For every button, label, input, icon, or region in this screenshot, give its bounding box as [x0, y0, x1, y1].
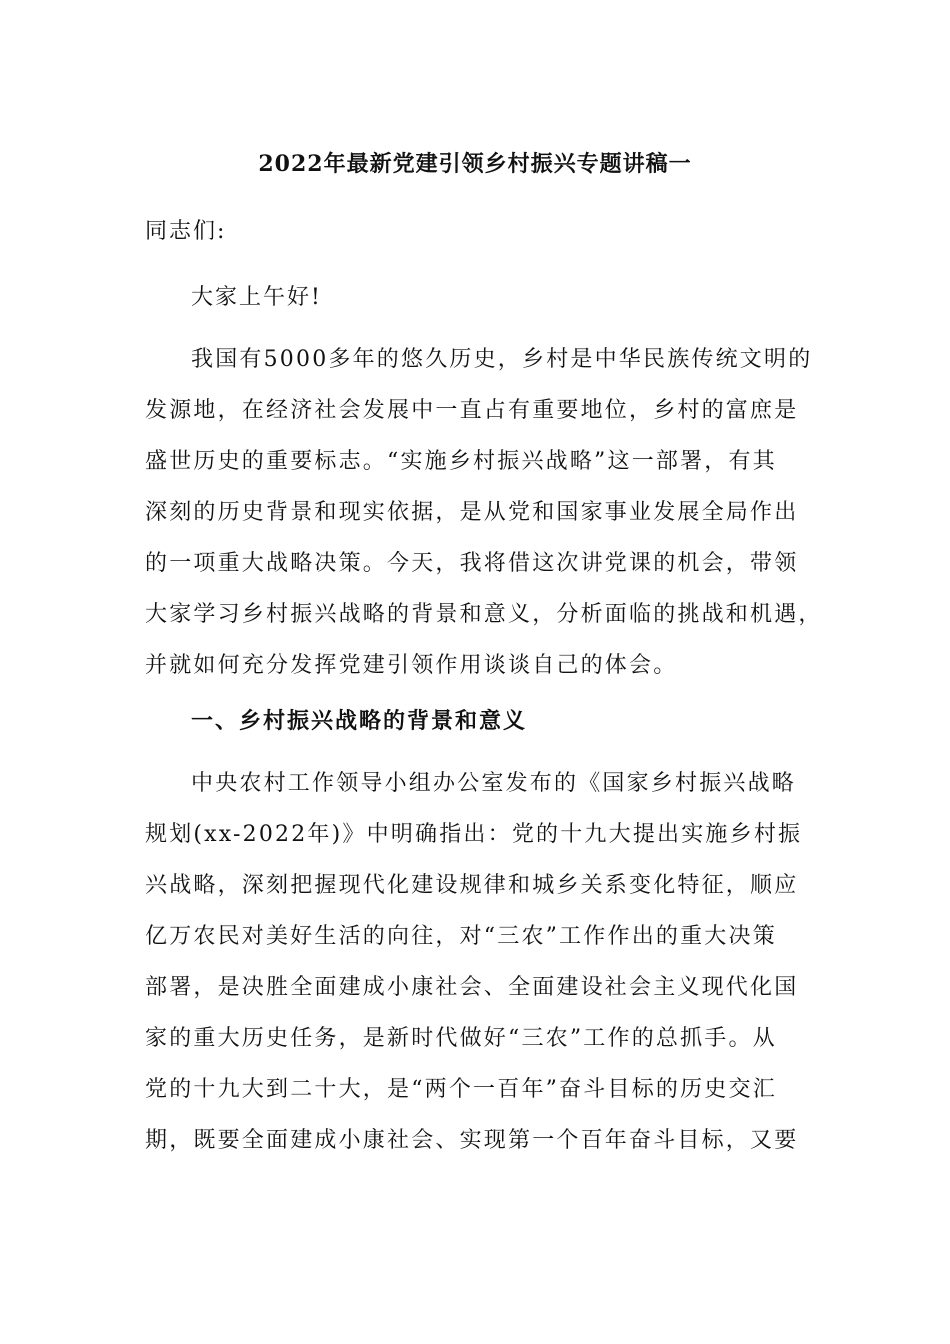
paragraph-line: 盛世历史的重要标志。“实施乡村振兴战略”这一部署，有其 — [145, 449, 777, 474]
paragraph-line: 大家学习乡村振兴战略的背景和意义，分析面临的挑战和机遇， — [145, 602, 823, 627]
greeting: 大家上午好! — [191, 285, 322, 310]
paragraph-line: 期，既要全面建成小康社会、实现第一个百年奋斗目标，又要 — [145, 1128, 799, 1153]
paragraph-line: 规划(xx-2022年)》中明确指出：党的十九大提出实施乡村振 — [145, 822, 803, 847]
paragraph-line: 发源地，在经济社会发展中一直占有重要地位，乡村的富庶是 — [145, 398, 799, 423]
document-title: 2022年最新党建引领乡村振兴专题讲稿一 — [258, 151, 692, 177]
paragraph-line: 深刻的历史背景和现实依据，是从党和国家事业发展全局作出 — [145, 500, 799, 525]
paragraph-line: 部署，是决胜全面建成小康社会、全面建设社会主义现代化国 — [145, 975, 799, 1000]
paragraph-line: 我国有5000多年的悠久历史，乡村是中华民族传统文明的 — [191, 347, 813, 372]
paragraph-line: 中央农村工作领导小组办公室发布的《国家乡村振兴战略 — [191, 771, 797, 796]
section-heading: 一、乡村振兴战略的背景和意义 — [191, 708, 528, 734]
paragraph-line: 党的十九大到二十大，是“两个一百年”奋斗目标的历史交汇 — [145, 1077, 777, 1102]
paragraph-line: 兴战略，深刻把握现代化建设规律和城乡关系变化特征，顺应 — [145, 873, 799, 898]
paragraph-line: 并就如何充分发挥党建引领作用谈谈自己的体会。 — [145, 653, 678, 678]
paragraph-line: 亿万农民对美好生活的向往，对“三农”工作作出的重大决策 — [145, 924, 777, 949]
paragraph-line: 的一项重大战略决策。今天，我将借这次讲党课的机会，带领 — [145, 551, 799, 576]
salutation: 同志们: — [145, 219, 227, 244]
paragraph-line: 家的重大历史任务，是新时代做好“三农”工作的总抓手。从 — [145, 1026, 777, 1051]
